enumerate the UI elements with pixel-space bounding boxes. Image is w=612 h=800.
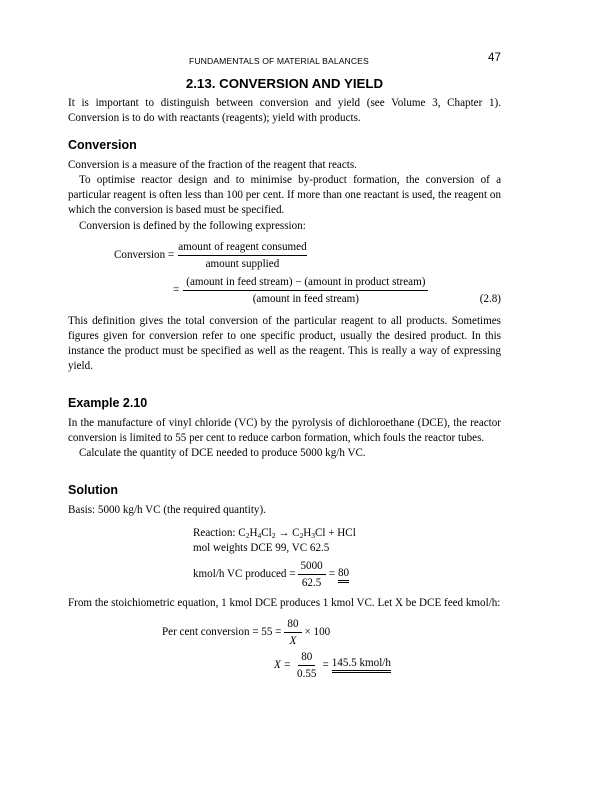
fraction-2: [183, 275, 428, 306]
conversion-heading: Conversion: [68, 138, 137, 153]
example-task: Calculate the quantity of DCE needed to produce 5000 kg/h VC.: [79, 447, 366, 460]
conversion-calc: [68, 617, 501, 681]
percent-conversion-label: Per cent conversion = 55 =: [162, 625, 282, 638]
example-text: In the manufacture of vinyl chloride (VC) by the pyrolysis of dichloroethane (DCE), the reactor conversion is limited to 55 per cent to reduce carbon formation, which fouls the reactor tubes.: [68, 417, 501, 445]
conversion-paragraph-3: Conversion is defined by the following expression:: [79, 219, 306, 232]
conversion-after-paragraph: This definition gives the total conversion of the particular reagent to all products. Sometimes figures given for conversion refer to one specific product, usually the desired product. In this instance the product must be specified as well as the reagent. This is really a way of expressing yield.: [68, 314, 501, 372]
x-result: 145.5 kmol/h: [332, 657, 391, 673]
kmol-equals: =: [328, 568, 335, 581]
fraction-1: [178, 240, 306, 271]
conversion-paragraph-2: To optimise reactor design and to minimise by-product formation, the conversion of a particular reagent is often less than 100 per cent. If more than one reactant is used, the reagent on which the conversion is based must be specified.: [68, 174, 501, 217]
percent-conversion-line: [162, 617, 501, 648]
equation-line-1: [114, 240, 501, 271]
reaction-line: Reaction: $C_2H_4Cl_2 \to C_2H_3Cl$ + HCl: [193, 527, 356, 541]
x-numerator: 80: [298, 650, 315, 666]
kmol-fraction: [298, 559, 326, 590]
x-fraction: [294, 650, 319, 681]
conversion-equation: [68, 240, 501, 306]
x-equals: =: [322, 658, 329, 671]
equation-number: (2.8): [479, 292, 501, 305]
conversion-paragraph-1: Conversion is a measure of the fraction of the reagent that reacts.: [68, 159, 357, 172]
percent-numerator: 80: [284, 617, 301, 633]
percent-fraction: [284, 617, 301, 648]
intro-paragraph: It is important to distinguish between conversion and yield (see Volume 3, Chapter 1). Conversion is to do with reactants (reagents); yield with products.: [68, 97, 501, 125]
equation-line-2: [173, 275, 501, 306]
page: [68, 52, 501, 681]
kmol-result: 80: [338, 567, 349, 583]
equation-equals: =: [173, 284, 180, 297]
percent-tail: × 100: [304, 625, 331, 638]
section-title: 2.13. CONVERSION AND YIELD: [185, 76, 384, 91]
example-heading: Example 2.10: [68, 396, 148, 411]
page-number: 47: [488, 52, 501, 64]
fraction-1-numerator: amount of reagent consumed: [178, 240, 306, 256]
kmol-denominator: 62.5: [301, 577, 322, 590]
x-label: X =: [274, 658, 292, 671]
fraction-2-denominator: (amount in feed stream): [252, 292, 359, 305]
percent-denominator: X: [289, 634, 297, 647]
kmol-equation: [193, 559, 501, 590]
running-head: [68, 52, 501, 68]
x-line: [274, 650, 501, 681]
mol-weights: mol weights DCE 99, VC 62.5: [193, 542, 330, 555]
kmol-numerator: 5000: [298, 559, 326, 575]
fraction-1-denominator: amount supplied: [205, 257, 280, 270]
solution-basis: Basis: 5000 kg/h VC (the required quantity).: [68, 504, 266, 517]
reaction-block: [193, 526, 501, 590]
kmol-label: kmol/h VC produced =: [193, 568, 296, 581]
stoich-paragraph: From the stoichiometric equation, 1 kmol DCE produces 1 kmol VC. Let X be DCE feed kmol/h:: [68, 597, 501, 610]
x-denominator: 0.55: [297, 667, 317, 680]
equation-lhs: Conversion =: [114, 249, 175, 262]
fraction-2-numerator: (amount in feed stream) − (amount in product stream): [183, 275, 428, 291]
solution-heading: Solution: [68, 483, 118, 498]
running-title: FUNDAMENTALS OF MATERIAL BALANCES: [189, 56, 369, 66]
